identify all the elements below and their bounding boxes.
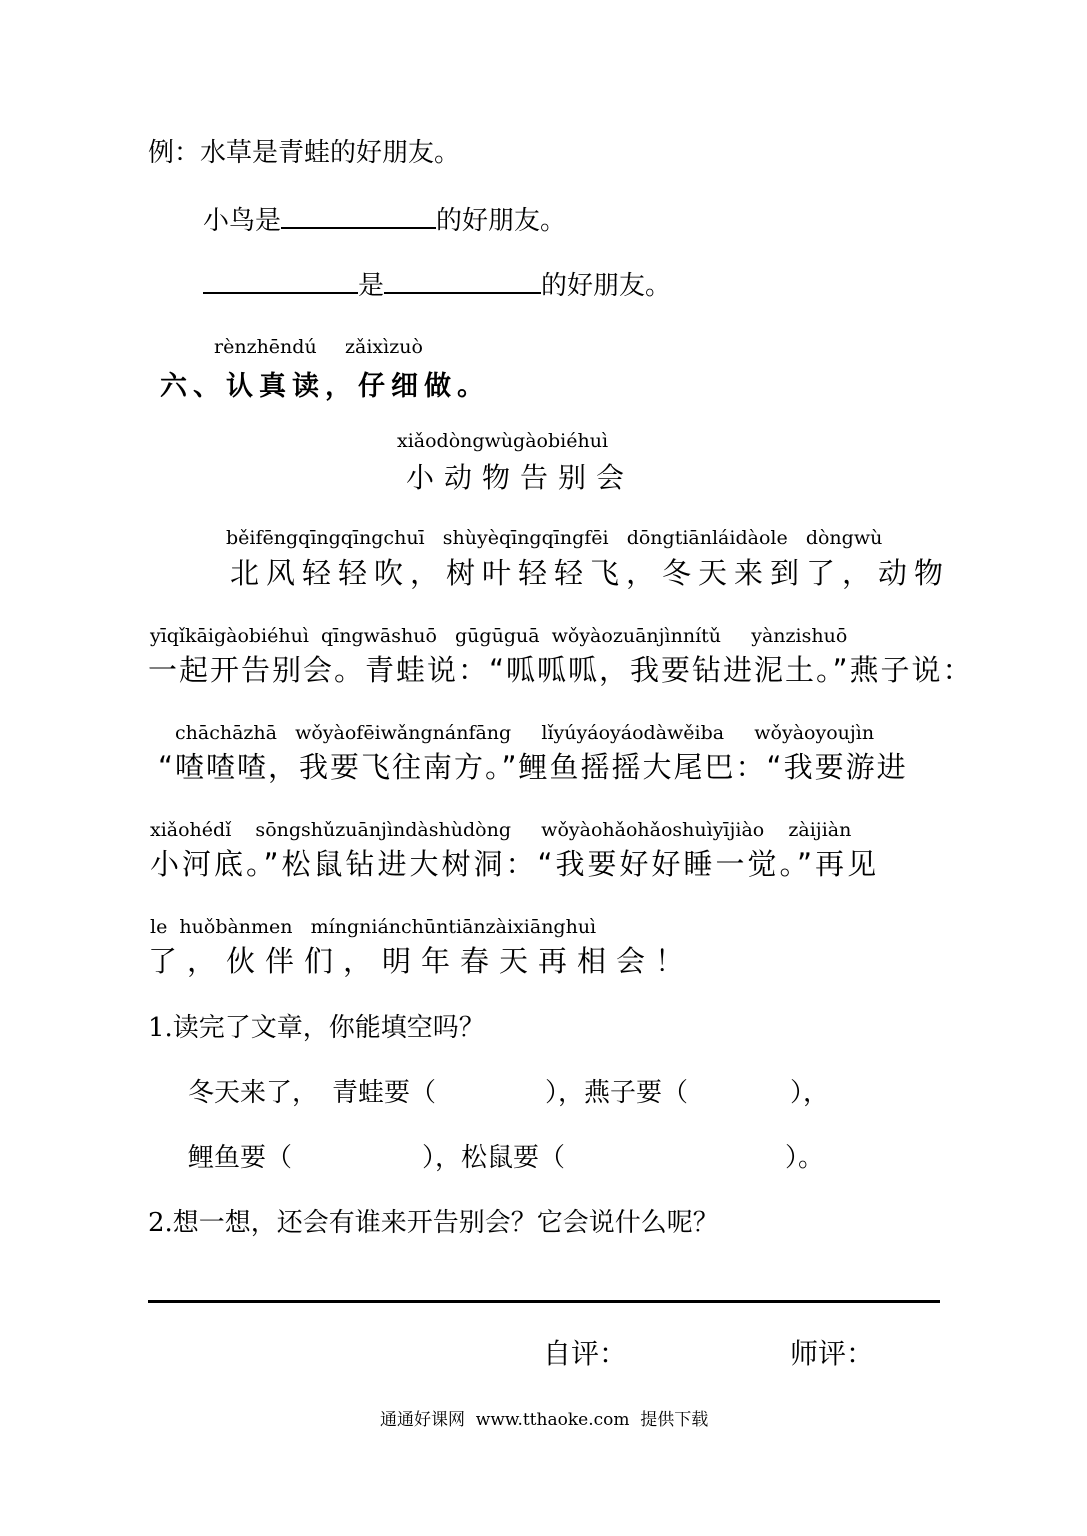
fill-line-1 <box>203 201 566 236</box>
q1-line2-b: ），松鼠要（ <box>422 1143 566 1173</box>
story-title: 小动物告别会 <box>406 461 635 494</box>
story-line-5-text: 了，伙伴们，明年春天再相会！ <box>148 944 695 978</box>
fill-line-2-suffix: 的好朋友。 <box>541 271 672 301</box>
fill-line-1-prefix: 小鸟是 <box>203 206 282 236</box>
fill-line-2-middle: 是 <box>358 271 385 301</box>
self-evaluation-label: 自评： <box>543 1337 628 1370</box>
story-line-5-pinyin: le huǒbànmen míngniánchūntiānzàixiānghuì <box>150 916 597 938</box>
q1-line1-a: 冬天来了， <box>188 1078 319 1108</box>
fill-line-2 <box>203 266 671 301</box>
footer-text: 通通好课网 www.tthaoke.com 提供下载 <box>380 1410 709 1430</box>
example-sentence: 例：水草是青蛙的好朋友。 <box>148 138 461 168</box>
story-line-2-pinyin: yīqǐkāigàobiéhuì qīngwāshuō gūgūguā wǒyàozuānjìnnítǔ yànzishuō <box>150 625 848 647</box>
answer-divider-line <box>148 1300 940 1303</box>
q1-line1-b: 青蛙要（ <box>332 1078 437 1108</box>
story-line-1-pinyin: běifēngqīngqīngchuī shùyèqīngqīngfēi dōngtiānláidàole dòngwù <box>226 527 883 549</box>
story-line-2-text: 一起开告别会。青蛙说：“呱呱呱，我要钻进泥土。”燕子说： <box>148 653 974 687</box>
q1-line2-a: 鲤鱼要（ <box>188 1143 293 1173</box>
story-line-4-pinyin: xiǎohédǐ sōngshǔzuānjìndàshùdòng wǒyàohǎohǎoshuìyījiào zàijiàn <box>150 819 852 841</box>
section-6-pinyin-a: rènzhēndú <box>214 336 317 358</box>
question-1: 1.读完了文章，你能填空吗？ <box>148 1013 485 1043</box>
question-2: 2.想一想，还会有谁来开告别会？它会说什么呢？ <box>148 1208 719 1238</box>
blank-3[interactable] <box>384 266 541 294</box>
blank-1[interactable] <box>281 201 436 229</box>
story-line-3-pinyin: chāchāzhā wǒyàofēiwǎngnánfāng lǐyúyáoyáodàwěiba wǒyàoyoujìn <box>175 722 875 744</box>
story-line-3-text: “喳喳喳，我要飞往南方。”鲤鱼摇摇大尾巴：“我要游进 <box>158 750 908 784</box>
section-6-heading: 六、认真读，仔细做。 <box>160 371 490 402</box>
q1-line1-c: ），燕子要（ <box>545 1078 689 1108</box>
section-6-pinyin-b: zǎixìzuò <box>345 336 423 358</box>
fill-line-1-suffix: 的好朋友。 <box>436 206 567 236</box>
blank-2[interactable] <box>203 266 358 294</box>
story-line-4-text: 小河底。”松鼠钻进大树洞：“我要好好睡一觉。”再见 <box>150 847 880 881</box>
story-title-pinyin: xiǎodòngwùgàobiéhuì <box>397 430 609 452</box>
q1-line1-d: ）， <box>790 1078 830 1108</box>
q1-line2-c: ）。 <box>785 1143 825 1173</box>
teacher-evaluation-label: 师评： <box>790 1337 875 1370</box>
story-line-1-text: 北风轻轻吹，树叶轻轻飞，冬天来到了，动物 <box>230 556 951 590</box>
